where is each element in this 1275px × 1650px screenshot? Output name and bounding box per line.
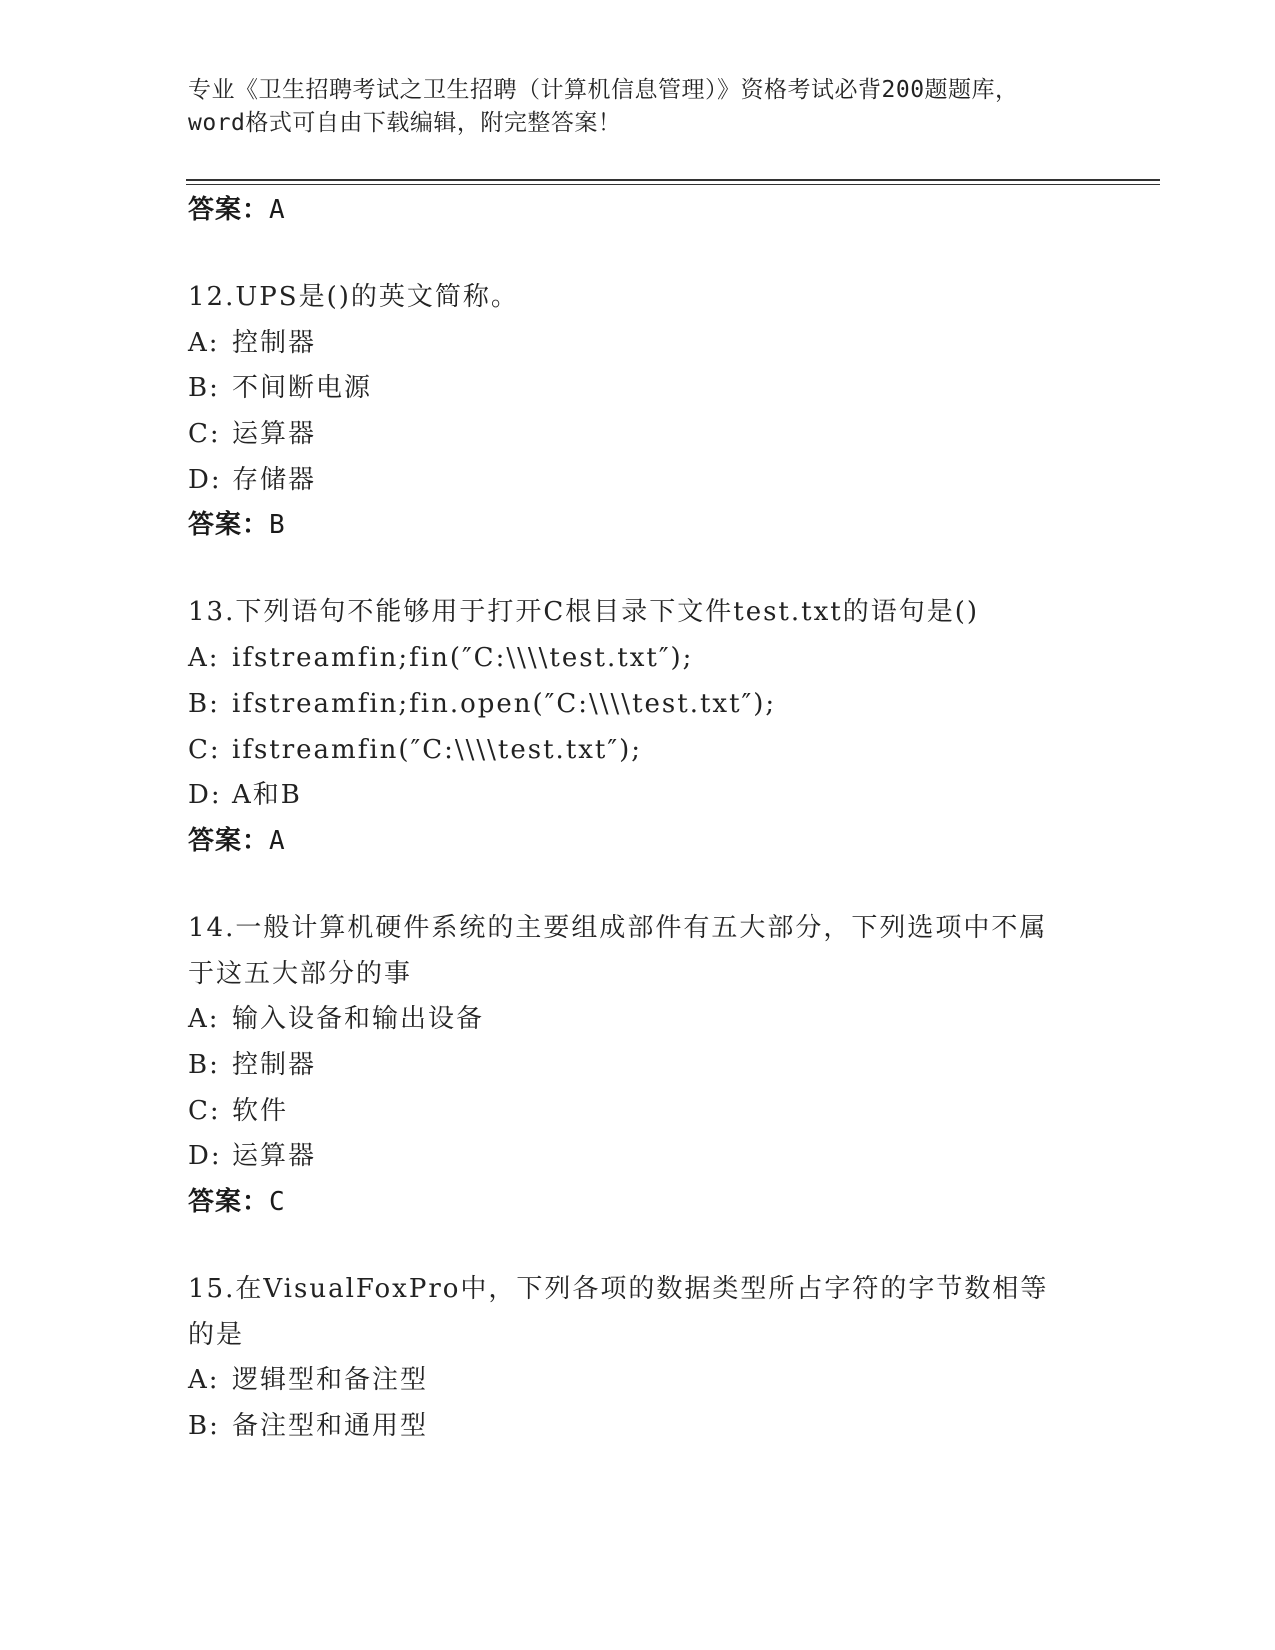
option-text: 控制器 xyxy=(232,1049,317,1080)
option-a xyxy=(188,1363,1088,1409)
option-c xyxy=(188,733,1088,779)
option-letter: B: xyxy=(188,688,220,719)
document-header xyxy=(188,74,1088,140)
answer-value: C xyxy=(269,1187,286,1217)
question-spacer xyxy=(188,553,1088,595)
option-a xyxy=(188,326,1088,372)
option-a xyxy=(188,1002,1088,1048)
option-text: 存储器 xyxy=(232,464,317,495)
question-spacer xyxy=(188,238,1088,280)
question-answer xyxy=(188,1185,1088,1230)
option-letter: B: xyxy=(188,1049,220,1080)
header-rule-thick xyxy=(186,179,1160,181)
question-text: 13.下列语句不能够用于打开C根目录下文件test.txt的语句是() xyxy=(188,597,979,628)
question-answer xyxy=(188,824,1088,869)
answer-value: B xyxy=(269,510,286,541)
option-text: ifstreamfin;fin.open(″C:\\\\test.txt″); xyxy=(232,688,777,719)
option-c xyxy=(188,417,1088,463)
option-letter: C: xyxy=(188,734,221,765)
option-text: 输入设备和输出设备 xyxy=(232,1004,485,1035)
header-rule-thin xyxy=(186,184,1160,185)
option-text: ifstreamfin;fin(″C:\\\\test.txt″); xyxy=(232,643,694,674)
option-b xyxy=(188,371,1088,417)
option-text: 运算器 xyxy=(232,1141,317,1172)
option-letter: B: xyxy=(188,373,220,404)
option-text: 控制器 xyxy=(232,327,317,358)
option-letter: A: xyxy=(188,327,220,358)
option-text: 不间断电源 xyxy=(232,373,373,404)
option-text: 逻辑型和备注型 xyxy=(232,1365,429,1396)
question-spacer xyxy=(188,1230,1088,1272)
question-text-line-2: 于这五大部分的事 xyxy=(188,958,413,989)
option-b xyxy=(188,1409,1088,1455)
option-letter: C: xyxy=(188,419,221,450)
previous-answer xyxy=(188,193,1088,238)
question-text-line-2: 的是 xyxy=(188,1319,245,1350)
option-letter: D: xyxy=(188,1141,222,1172)
option-d xyxy=(188,1139,1088,1185)
header-line-1: 专业《卫生招聘考试之卫生招聘（计算机信息管理）》资格考试必背200题题库， xyxy=(188,77,1019,103)
question-answer xyxy=(188,508,1088,553)
answer-value: A xyxy=(269,825,286,856)
option-text: 软件 xyxy=(232,1095,289,1126)
question-14 xyxy=(188,911,1088,1230)
option-c xyxy=(188,1094,1088,1140)
option-text: 备注型和通用型 xyxy=(232,1411,429,1442)
question-text-line-1: 14.一般计算机硬件系统的主要组成部件有五大部分，下列选项中不属 xyxy=(188,912,1048,943)
option-b xyxy=(188,1048,1088,1094)
option-letter: A: xyxy=(188,1365,220,1396)
answer-label: 答案： xyxy=(188,510,270,541)
option-letter: A: xyxy=(188,643,220,674)
option-b xyxy=(188,687,1088,733)
question-spacer xyxy=(188,869,1088,911)
question-15 xyxy=(188,1272,1088,1455)
answer-value: A xyxy=(269,195,286,225)
option-a xyxy=(188,641,1088,687)
option-letter: D: xyxy=(188,464,222,495)
question-13 xyxy=(188,595,1088,868)
option-letter: D: xyxy=(188,780,222,811)
answer-label: 答案： xyxy=(188,195,270,225)
option-d xyxy=(188,778,1088,824)
header-line-2: word格式可自由下载编辑，附完整答案！ xyxy=(188,110,622,136)
answer-label: 答案： xyxy=(188,825,270,856)
option-text: ifstreamfin(″C:\\\\test.txt″); xyxy=(232,734,642,765)
answer-label: 答案： xyxy=(188,1187,270,1217)
option-d xyxy=(188,463,1088,509)
question-list xyxy=(188,193,1088,1455)
option-letter: A: xyxy=(188,1004,220,1035)
question-12 xyxy=(188,280,1088,553)
question-text: 12.UPS是()的英文简称。 xyxy=(188,282,519,312)
option-text: A和B xyxy=(232,780,302,811)
option-text: 运算器 xyxy=(232,419,317,450)
option-letter: B: xyxy=(188,1411,220,1442)
question-text-line-1: 15.在VisualFoxPro中，下列各项的数据类型所占字符的字节数相等 xyxy=(188,1274,1049,1304)
option-letter: C: xyxy=(188,1095,221,1126)
